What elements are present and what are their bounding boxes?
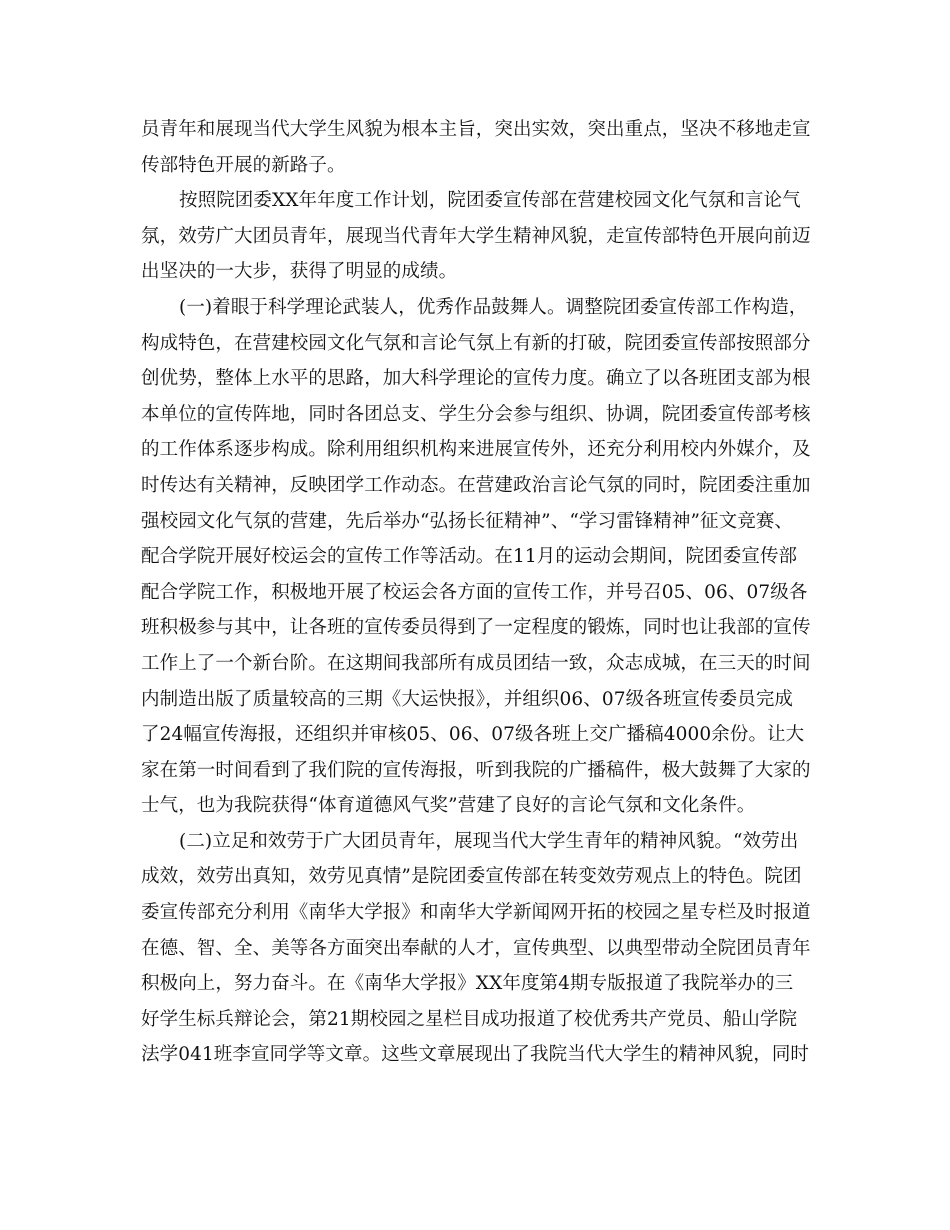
text-line: 积极向上，努力奋斗。在《南华大学报》XX年度第4期专版报道了我院举办的三 <box>141 973 794 995</box>
text-line: 出坚决的一大步，获得了明显的成绩。 <box>141 261 458 283</box>
text-line: 法学041班李宣同学等文章。这些文章展现出了我院当代大学生的精神风貌，同时 <box>141 1044 810 1066</box>
text-line: 内制造出版了质量较高的三期《大运快报》，并组织06、07级各班宣传委员完成 <box>141 688 794 710</box>
text-line: 在德、智、全、美等各方面突出奉献的人才，宣传典型、以典型带动全院团员青年 <box>141 937 811 959</box>
paragraph-start-line: 按照院团委XX年年度工作计划，院团委宣传部在营建校园文化气氛和言论气 <box>179 190 801 212</box>
text-line: 氛，效劳广大团员青年，展现当代青年大学生精神风貌，走宣传部特色开展向前迈 <box>141 225 811 247</box>
text-line: 创优势，整体上水平的思路，加大科学理论的宣传力度。确立了以各班团支部为根 <box>141 368 811 390</box>
text-line: 传部特色开展的新路子。 <box>141 154 346 176</box>
text-line: 的工作体系逐步构成。除利用组织机构来进展宣传外，还充分利用校内外媒介，及 <box>141 439 811 461</box>
text-line: 员青年和展现当代大学生风貌为根本主旨，突出实效，突出重点，坚决不移地走宣 <box>141 119 811 140</box>
text-line: 构成特色，在营建校园文化气氛和言论气氛上有新的打破，院团委宣传部按照部分 <box>141 332 811 354</box>
text-line: 班积极参与其中，让各班的宣传委员得到了一定程度的锻炼，同时也让我部的宣传 <box>141 617 811 639</box>
text-line: 时传达有关精神，反映团学工作动态。在营建政治言论气氛的同时，院团委注重加 <box>141 474 811 496</box>
text-line: 士气，也为我院获得“体育道德风气奖”营建了良好的言论气氛和文化条件。 <box>141 795 756 817</box>
text-line: 成效，效劳出真知，效劳见真情”是院团委宣传部在转变效劳观点上的特色。院团 <box>141 866 802 888</box>
text-line: 家在第一时间看到了我们院的宣传海报，听到我院的广播稿件，极大鼓舞了大家的 <box>141 759 811 781</box>
text-line: 本单位的宣传阵地，同时各团总支、学生分会参与组织、协调，院团委宣传部考核 <box>141 403 811 425</box>
text-line: 配合学院开展好校运会的宣传工作等活动。在11月的运动会期间，院团委宣传部 <box>141 546 798 568</box>
text-line: 配合学院工作，积极地开展了校运会各方面的宣传工作，并号召05、06、07级各 <box>141 581 808 603</box>
text-line: 好学生标兵辩论会，第21期校园之星栏目成功报道了校优秀共产党员、船山学院 <box>141 1008 798 1030</box>
document-body <box>141 112 813 1073</box>
text-line: 了24幅宣传海报，还组织并审核05、06、07级各班上交广播稿4000余份。让大 <box>141 724 805 746</box>
paragraph-start-line: (二)立足和效劳于广大团员青年，展现当代大学生青年的精神风貌。“效劳出 <box>179 830 799 852</box>
text-line: 强校园文化气氛的营建，先后举办“弘扬长征精神”、“学习雷锋精神”征文竞赛、 <box>141 510 794 532</box>
paragraph-start-line: (一)着眼于科学理论武装人，优秀作品鼓舞人。调整院团委宣传部工作构造， <box>179 296 808 318</box>
text-line: 委宣传部充分利用《南华大学报》和南华大学新闻网开拓的校园之星专栏及时报道 <box>141 902 811 924</box>
text-line: 工作上了一个新台阶。在这期间我部所有成员团结一致，众志成城，在三天的时间 <box>141 652 811 674</box>
